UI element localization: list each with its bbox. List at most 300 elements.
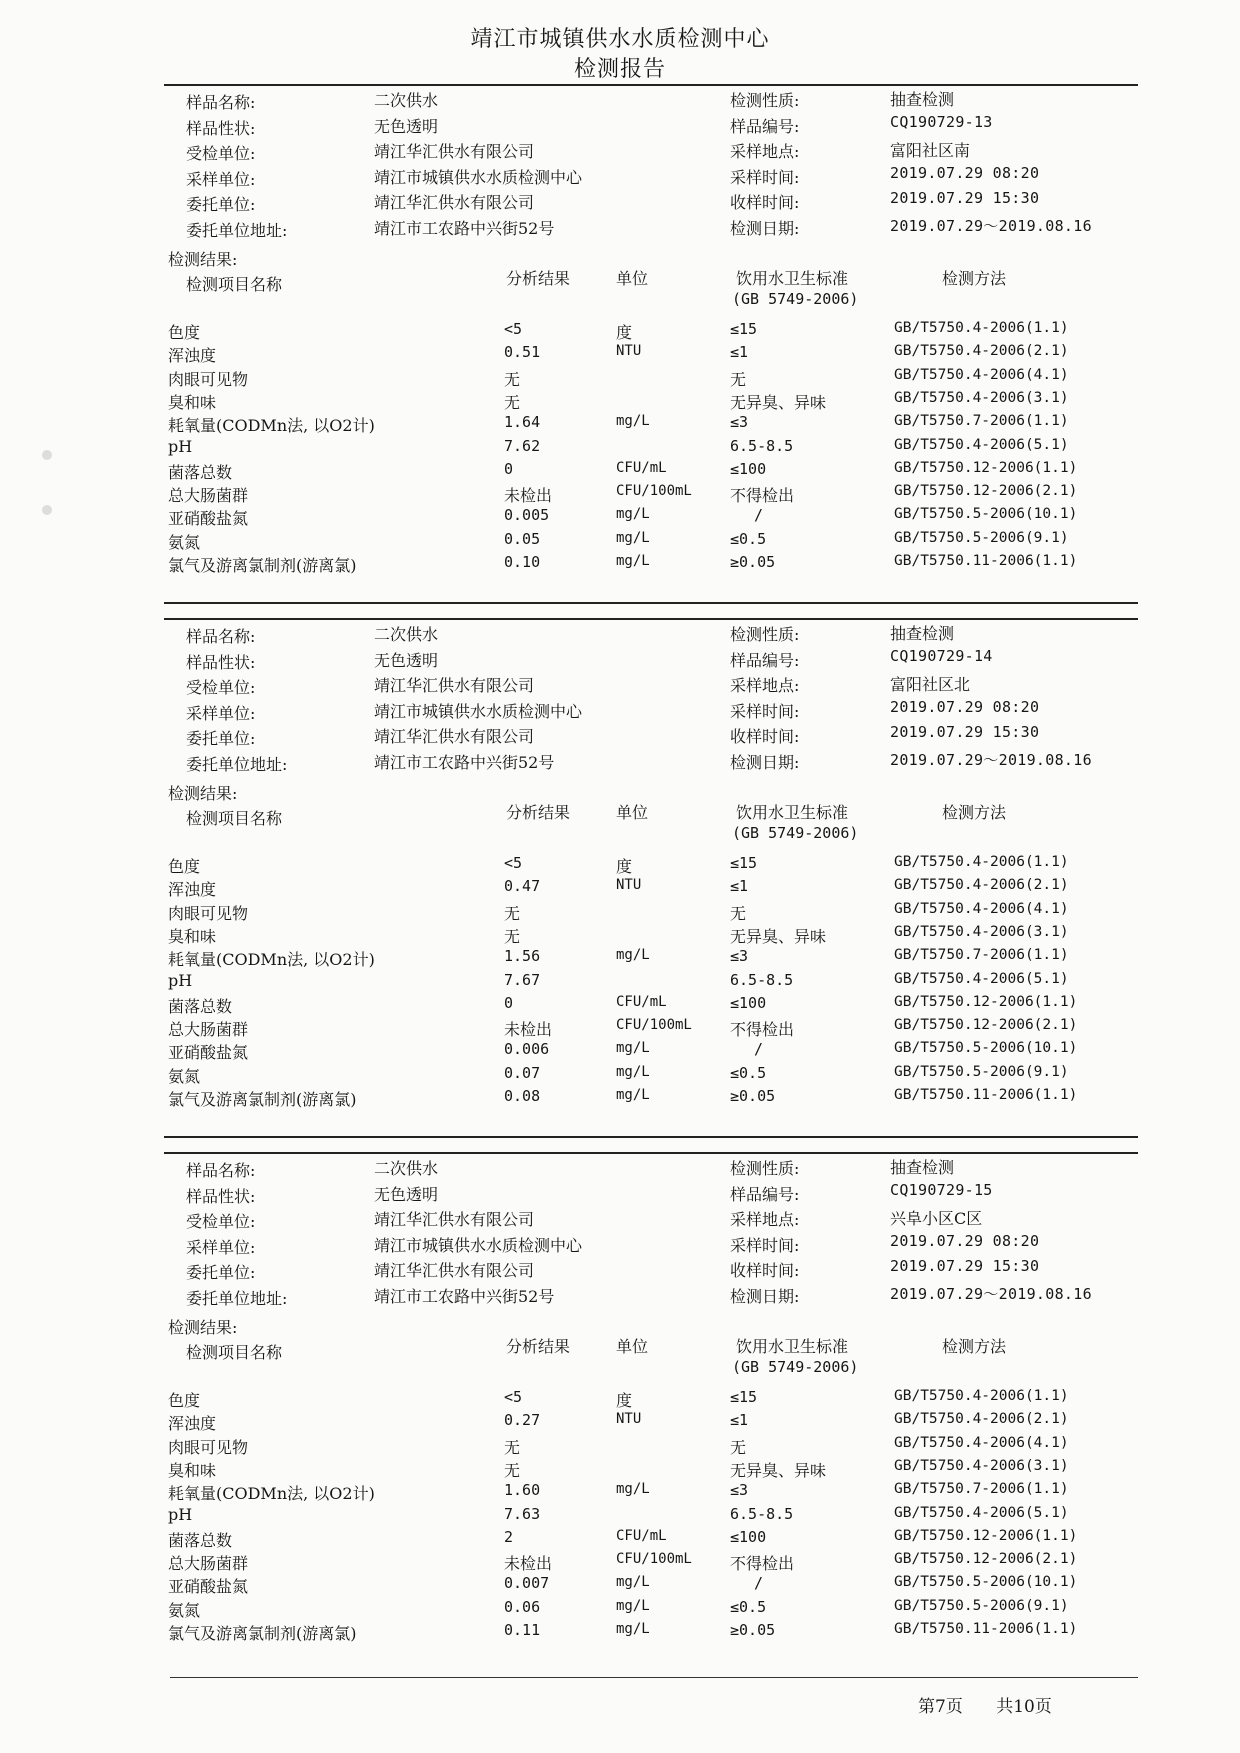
- item-result: 0.27: [504, 1411, 541, 1430]
- item-unit: mg/L: [616, 553, 650, 569]
- column-header-unit: 单位: [616, 269, 649, 288]
- item-method: GB/T5750.11-2006(1.1): [894, 553, 1078, 569]
- item-standard: 无: [730, 369, 747, 389]
- item-result: 0: [504, 459, 514, 478]
- info-value: 靖江市城镇供水水质检测中心: [374, 167, 583, 187]
- item-name: 总大肠菌群: [168, 1020, 249, 1040]
- column-header-standard: 饮用水卫生标准: [736, 269, 849, 288]
- table-row: [164, 320, 1138, 344]
- table-row: [164, 1551, 1138, 1575]
- info-value: 靖江华汇供水有限公司: [374, 676, 535, 695]
- item-unit: mg/L: [616, 529, 650, 546]
- item-method: GB/T5750.12-2006(2.1): [894, 483, 1078, 500]
- table-row: [164, 994, 1138, 1018]
- item-result: 0.11: [504, 1621, 541, 1639]
- item-method: GB/T5750.5-2006(10.1): [894, 506, 1078, 523]
- info-label: 受检单位:: [186, 144, 256, 163]
- item-result: 0.51: [504, 343, 541, 362]
- item-unit: NTU: [616, 1411, 642, 1428]
- info-value: 靖江华汇供水有限公司: [374, 193, 535, 212]
- info-label: 收样时间:: [730, 727, 800, 746]
- table-row: [164, 1064, 1138, 1088]
- organization-name: 靖江市城镇供水水质检测中心: [470, 27, 770, 52]
- info-row: [164, 1205, 1138, 1231]
- item-method: GB/T5750.4-2006(1.1): [894, 854, 1069, 870]
- column-header-standard: 饮用水卫生标准: [736, 1337, 849, 1356]
- item-result: 0.007: [504, 1574, 550, 1593]
- item-method: GB/T5750.4-2006(1.1): [894, 1388, 1069, 1404]
- item-result: 0.07: [504, 1063, 541, 1082]
- table-row: [164, 1621, 1138, 1645]
- item-method: GB/T5750.4-2006(1.1): [894, 320, 1069, 336]
- item-standard: 不得检出: [730, 1554, 795, 1574]
- item-method: GB/T5750.5-2006(9.1): [894, 1597, 1069, 1614]
- info-value: 靖江市工农路中兴街52号: [374, 218, 555, 238]
- info-label: 采样地点:: [730, 676, 800, 695]
- item-name: 氨氮: [168, 1600, 201, 1620]
- info-row: [164, 214, 1138, 240]
- table-row: [164, 1574, 1138, 1598]
- item-method: GB/T5750.12-2006(1.1): [894, 1527, 1078, 1544]
- column-header-standard: 饮用水卫生标准: [736, 803, 849, 822]
- item-name: 浑浊度: [168, 1414, 217, 1434]
- info-value: 靖江华汇供水有限公司: [374, 1210, 535, 1229]
- info-label: 采样地点:: [730, 142, 800, 161]
- item-unit: mg/L: [616, 1574, 650, 1591]
- item-result: 0.47: [504, 877, 541, 896]
- info-value: 二次供水: [374, 91, 439, 110]
- item-unit: 度: [616, 857, 633, 876]
- info-label: 收样时间:: [730, 193, 800, 212]
- info-label: 受检单位:: [186, 1212, 256, 1231]
- item-method: GB/T5750.4-2006(4.1): [894, 366, 1069, 383]
- info-label: 采样单位:: [186, 1237, 256, 1257]
- item-result: <5: [504, 1388, 523, 1406]
- item-result: 无: [504, 1460, 521, 1480]
- info-value: 富阳社区南: [890, 141, 971, 160]
- info-row: [164, 1256, 1138, 1282]
- column-header-unit: 单位: [616, 1337, 649, 1356]
- item-name: 亚硝酸盐氮: [168, 509, 249, 529]
- table-row: [164, 901, 1138, 925]
- item-result: 无: [504, 903, 521, 923]
- item-name: 肉眼可见物: [168, 903, 249, 923]
- info-label: 收样时间:: [730, 1261, 800, 1280]
- column-header-unit: 单位: [616, 803, 649, 822]
- item-result: 0: [504, 993, 514, 1012]
- item-name: pH: [168, 1504, 193, 1524]
- info-value: 抽查检测: [890, 624, 955, 643]
- info-row: [164, 163, 1138, 189]
- item-unit: NTU: [616, 343, 642, 360]
- item-name: 菌落总数: [168, 462, 233, 482]
- info-value: 二次供水: [374, 625, 439, 644]
- item-result: 0.005: [504, 506, 550, 525]
- table-row: [164, 390, 1138, 414]
- info-label: 样品名称:: [186, 627, 256, 646]
- item-method: GB/T5750.11-2006(1.1): [894, 1621, 1078, 1637]
- item-name: 总大肠菌群: [168, 1554, 249, 1574]
- table-row: [164, 483, 1138, 507]
- item-result: 无: [504, 392, 521, 412]
- item-name: 耗氧量(CODMn法, 以O2计): [168, 416, 375, 436]
- info-value: CQ190729-15: [890, 1180, 993, 1199]
- info-label: 采样时间:: [730, 701, 800, 721]
- info-label: 委托单位:: [186, 1263, 256, 1282]
- item-result: 0.05: [504, 529, 541, 548]
- table-row: [164, 924, 1138, 948]
- item-method: GB/T5750.4-2006(4.1): [894, 1434, 1069, 1451]
- info-value: 2019.07.29～2019.08.16: [890, 1284, 1092, 1303]
- item-unit: mg/L: [616, 947, 650, 964]
- item-name: 氯气及游离氯制剂(游离氯): [168, 1090, 357, 1109]
- item-standard: ≤0.5: [730, 1597, 767, 1616]
- item-standard: ≤1: [730, 877, 749, 896]
- item-method: GB/T5750.7-2006(1.1): [894, 1481, 1069, 1498]
- column-header-item: 检测项目名称: [186, 275, 283, 294]
- item-name: 耗氧量(CODMn法, 以O2计): [168, 950, 375, 970]
- item-method: GB/T5750.12-2006(1.1): [894, 993, 1078, 1010]
- footer-divider: [170, 1677, 1138, 1678]
- item-name: 氨氮: [168, 532, 201, 552]
- item-method: GB/T5750.4-2006(5.1): [894, 970, 1069, 987]
- info-row: [164, 1154, 1138, 1180]
- item-name: 氯气及游离氯制剂(游离氯): [168, 1624, 357, 1643]
- info-label: 检测性质:: [730, 1159, 800, 1178]
- info-label: 样品性状:: [186, 118, 256, 138]
- table-row: [164, 530, 1138, 554]
- item-method: GB/T5750.7-2006(1.1): [894, 413, 1069, 430]
- item-result: 0.08: [504, 1087, 541, 1105]
- section-bottom-rule: [164, 1136, 1138, 1138]
- info-value: 靖江华汇供水有限公司: [374, 142, 535, 161]
- info-row: [164, 137, 1138, 163]
- item-unit: mg/L: [616, 1597, 650, 1614]
- item-standard: 6.5-8.5: [730, 436, 794, 455]
- item-name: pH: [168, 970, 193, 990]
- info-label: 采样单位:: [186, 703, 256, 723]
- item-name: 臭和味: [168, 392, 217, 412]
- item-standard: ≤15: [730, 854, 758, 872]
- info-value: 2019.07.29 08:20: [890, 697, 1040, 716]
- item-method: GB/T5750.4-2006(3.1): [894, 1457, 1069, 1474]
- item-method: GB/T5750.7-2006(1.1): [894, 947, 1069, 964]
- info-value: 靖江华汇供水有限公司: [374, 1261, 535, 1280]
- info-value: 兴阜小区C区: [890, 1209, 983, 1228]
- item-result: <5: [504, 320, 523, 338]
- item-standard: ≥0.05: [730, 1621, 776, 1639]
- info-row: [164, 697, 1138, 723]
- info-label: 样品名称:: [186, 93, 256, 112]
- info-value: 无色透明: [374, 650, 439, 670]
- table-row: [164, 553, 1138, 577]
- item-name: 耗氧量(CODMn法, 以O2计): [168, 1484, 375, 1504]
- column-header-standard-code: (GB 5749-2006): [732, 1358, 859, 1376]
- info-label: 样品编号:: [730, 1184, 800, 1204]
- info-row: [164, 671, 1138, 697]
- column-header-item: 检测项目名称: [186, 1343, 283, 1362]
- table-row: [164, 413, 1138, 437]
- column-header-result: 分析结果: [506, 1337, 571, 1356]
- column-header-standard-code: (GB 5749-2006): [732, 824, 859, 842]
- item-unit: mg/L: [616, 506, 650, 523]
- table-row: [164, 1017, 1138, 1041]
- info-label: 采样地点:: [730, 1210, 800, 1229]
- item-result: <5: [504, 854, 523, 872]
- info-row: [164, 1180, 1138, 1206]
- info-value: 2019.07.29～2019.08.16: [890, 750, 1092, 769]
- table-row: [164, 1505, 1138, 1529]
- item-name: 氨氮: [168, 1066, 201, 1086]
- info-value: 二次供水: [374, 1159, 439, 1178]
- item-method: GB/T5750.4-2006(2.1): [894, 877, 1069, 894]
- item-unit: CFU/mL: [616, 993, 667, 1010]
- info-row: [164, 1282, 1138, 1308]
- info-value: 无色透明: [374, 1184, 439, 1204]
- item-result: 7.62: [504, 436, 541, 455]
- item-standard: ≤1: [730, 343, 749, 362]
- item-name: 肉眼可见物: [168, 369, 249, 389]
- info-value: 靖江市城镇供水水质检测中心: [374, 1235, 583, 1255]
- item-name: 肉眼可见物: [168, 1437, 249, 1457]
- item-unit: mg/L: [616, 1621, 650, 1637]
- info-label: 检测日期:: [730, 218, 800, 238]
- item-standard: ≤3: [730, 947, 749, 966]
- item-standard: ≥0.05: [730, 553, 776, 571]
- item-result: 2: [504, 1527, 514, 1546]
- item-standard: ≤15: [730, 1388, 758, 1406]
- item-standard: /: [754, 1574, 764, 1593]
- item-standard: 无: [730, 1437, 747, 1457]
- item-method: GB/T5750.5-2006(10.1): [894, 1040, 1078, 1057]
- item-name: 浑浊度: [168, 346, 217, 366]
- table-row: [164, 1528, 1138, 1552]
- table-row: [164, 506, 1138, 530]
- item-unit: mg/L: [616, 413, 650, 430]
- item-name: 氯气及游离氯制剂(游离氯): [168, 556, 357, 575]
- info-value: 2019.07.29 08:20: [890, 163, 1040, 182]
- info-label: 样品性状:: [186, 652, 256, 672]
- item-method: GB/T5750.5-2006(9.1): [894, 529, 1069, 546]
- info-row: [164, 86, 1138, 112]
- item-result: 7.63: [504, 1504, 541, 1523]
- item-standard: ≥0.05: [730, 1087, 776, 1105]
- item-result: 0.06: [504, 1597, 541, 1616]
- item-method: GB/T5750.11-2006(1.1): [894, 1087, 1078, 1103]
- item-method: GB/T5750.12-2006(1.1): [894, 459, 1078, 476]
- item-name: 亚硝酸盐氮: [168, 1043, 249, 1063]
- item-name: pH: [168, 436, 193, 456]
- item-name: 总大肠菌群: [168, 486, 249, 506]
- item-standard: ≤0.5: [730, 1063, 767, 1082]
- item-unit: mg/L: [616, 1063, 650, 1080]
- info-value: 无色透明: [374, 116, 439, 136]
- column-header-standard-code: (GB 5749-2006): [732, 290, 859, 308]
- info-value: 靖江市工农路中兴街52号: [374, 752, 555, 772]
- item-method: GB/T5750.12-2006(2.1): [894, 1017, 1078, 1034]
- table-row: [164, 947, 1138, 971]
- info-value: 2019.07.29～2019.08.16: [890, 216, 1092, 235]
- info-row: [164, 1231, 1138, 1257]
- info-label: 样品性状:: [186, 1186, 256, 1206]
- item-method: GB/T5750.4-2006(4.1): [894, 900, 1069, 917]
- info-label: 样品名称:: [186, 1161, 256, 1180]
- item-method: GB/T5750.4-2006(3.1): [894, 389, 1069, 406]
- item-result: 0.10: [504, 553, 541, 571]
- results-heading: 检测结果:: [168, 784, 238, 803]
- item-method: GB/T5750.4-2006(5.1): [894, 436, 1069, 453]
- item-standard: 不得检出: [730, 1020, 795, 1040]
- item-result: 1.64: [504, 413, 541, 432]
- item-method: GB/T5750.4-2006(3.1): [894, 923, 1069, 940]
- info-label: 检测日期:: [730, 1286, 800, 1306]
- info-value: 富阳社区北: [890, 675, 971, 694]
- info-value: 靖江市城镇供水水质检测中心: [374, 701, 583, 721]
- column-header-item: 检测项目名称: [186, 809, 283, 828]
- info-value: 2019.07.29 15:30: [890, 1257, 1040, 1275]
- item-result: 未检出: [504, 1554, 553, 1574]
- info-label: 样品编号:: [730, 116, 800, 136]
- info-row: [164, 112, 1138, 138]
- item-standard: 不得检出: [730, 486, 795, 506]
- info-label: 样品编号:: [730, 650, 800, 670]
- info-label: 检测性质:: [730, 625, 800, 644]
- item-standard: 6.5-8.5: [730, 1504, 794, 1523]
- column-header-result: 分析结果: [506, 803, 571, 822]
- item-unit: CFU/100mL: [616, 1017, 692, 1034]
- punch-hole: [42, 450, 52, 460]
- table-row: [164, 1040, 1138, 1064]
- item-standard: 无: [730, 903, 747, 923]
- table-row: [164, 1411, 1138, 1435]
- item-result: 无: [504, 369, 521, 389]
- info-value: 抽查检测: [890, 90, 955, 109]
- item-name: 亚硝酸盐氮: [168, 1577, 249, 1597]
- table-row: [164, 1087, 1138, 1111]
- item-standard: ≤15: [730, 320, 758, 338]
- table-row: [164, 971, 1138, 995]
- table-row: [164, 437, 1138, 461]
- report-title: 检测报告: [573, 57, 666, 82]
- item-standard: ≤3: [730, 413, 749, 432]
- item-result: 无: [504, 1437, 521, 1457]
- info-row: [164, 646, 1138, 672]
- item-standard: 无异臭、异味: [730, 926, 827, 946]
- table-row: [164, 367, 1138, 391]
- item-result: 未检出: [504, 486, 553, 506]
- info-label: 委托单位地址:: [186, 754, 288, 774]
- info-value: CQ190729-14: [890, 646, 993, 665]
- item-standard: ≤3: [730, 1481, 749, 1500]
- item-result: 1.56: [504, 947, 541, 966]
- column-header-method: 检测方法: [942, 803, 1007, 822]
- table-row: [164, 1598, 1138, 1622]
- item-standard: ≤100: [730, 993, 767, 1012]
- column-header-method: 检测方法: [942, 269, 1007, 288]
- info-row: [164, 722, 1138, 748]
- item-standard: 无异臭、异味: [730, 392, 827, 412]
- info-row: [164, 188, 1138, 214]
- item-standard: /: [754, 1040, 764, 1059]
- item-result: 0.006: [504, 1040, 550, 1059]
- item-unit: mg/L: [616, 1481, 650, 1498]
- info-label: 采样单位:: [186, 169, 256, 189]
- item-name: 色度: [168, 857, 201, 876]
- info-value: 靖江市工农路中兴街52号: [374, 1286, 555, 1306]
- info-label: 委托单位:: [186, 195, 256, 214]
- info-label: 委托单位地址:: [186, 220, 288, 240]
- item-standard: ≤100: [730, 459, 767, 478]
- page-footer: [918, 1692, 1080, 1717]
- column-header-result: 分析结果: [506, 269, 571, 288]
- info-value: 抽查检测: [890, 1158, 955, 1177]
- item-unit: mg/L: [616, 1087, 650, 1103]
- item-name: 臭和味: [168, 1460, 217, 1480]
- item-result: 未检出: [504, 1020, 553, 1040]
- item-method: GB/T5750.5-2006(9.1): [894, 1063, 1069, 1080]
- section-bottom-rule: [164, 602, 1138, 604]
- item-standard: ≤1: [730, 1411, 749, 1430]
- table-row: [164, 854, 1138, 878]
- punch-hole: [42, 505, 52, 515]
- table-row: [164, 1388, 1138, 1412]
- info-value: 2019.07.29 15:30: [890, 189, 1040, 207]
- item-method: GB/T5750.12-2006(2.1): [894, 1551, 1078, 1568]
- item-unit: CFU/100mL: [616, 1551, 692, 1568]
- item-unit: CFU/mL: [616, 1527, 667, 1544]
- item-unit: 度: [616, 323, 633, 342]
- item-standard: ≤0.5: [730, 529, 767, 548]
- item-name: 浑浊度: [168, 880, 217, 900]
- item-result: 无: [504, 926, 521, 946]
- table-row: [164, 1435, 1138, 1459]
- results-heading: 检测结果:: [168, 250, 238, 269]
- info-value: 2019.07.29 08:20: [890, 1231, 1040, 1250]
- item-name: 色度: [168, 1391, 201, 1410]
- info-label: 采样时间:: [730, 167, 800, 187]
- item-standard: 6.5-8.5: [730, 970, 794, 989]
- info-label: 采样时间:: [730, 1235, 800, 1255]
- item-name: 臭和味: [168, 926, 217, 946]
- item-standard: 无异臭、异味: [730, 1460, 827, 1480]
- item-unit: CFU/mL: [616, 459, 667, 476]
- item-result: 1.60: [504, 1481, 541, 1500]
- info-label: 受检单位:: [186, 678, 256, 697]
- page-number: 第7页: [918, 1697, 963, 1717]
- item-standard: ≤100: [730, 1527, 767, 1546]
- item-result: 7.67: [504, 970, 541, 989]
- item-method: GB/T5750.4-2006(2.1): [894, 1411, 1069, 1428]
- item-method: GB/T5750.4-2006(5.1): [894, 1504, 1069, 1521]
- table-row: [164, 343, 1138, 367]
- results-heading: 检测结果:: [168, 1318, 238, 1337]
- page-total: 共10页: [996, 1697, 1052, 1717]
- info-value: 2019.07.29 15:30: [890, 723, 1040, 741]
- item-unit: CFU/100mL: [616, 483, 692, 500]
- info-row: [164, 748, 1138, 774]
- table-row: [164, 1458, 1138, 1482]
- info-value: CQ190729-13: [890, 112, 993, 131]
- info-value: 靖江华汇供水有限公司: [374, 727, 535, 746]
- item-unit: 度: [616, 1391, 633, 1410]
- item-name: 色度: [168, 323, 201, 342]
- table-row: [164, 877, 1138, 901]
- table-row: [164, 1481, 1138, 1505]
- item-unit: NTU: [616, 877, 642, 894]
- info-label: 检测性质:: [730, 91, 800, 110]
- table-row: [164, 460, 1138, 484]
- info-row: [164, 620, 1138, 646]
